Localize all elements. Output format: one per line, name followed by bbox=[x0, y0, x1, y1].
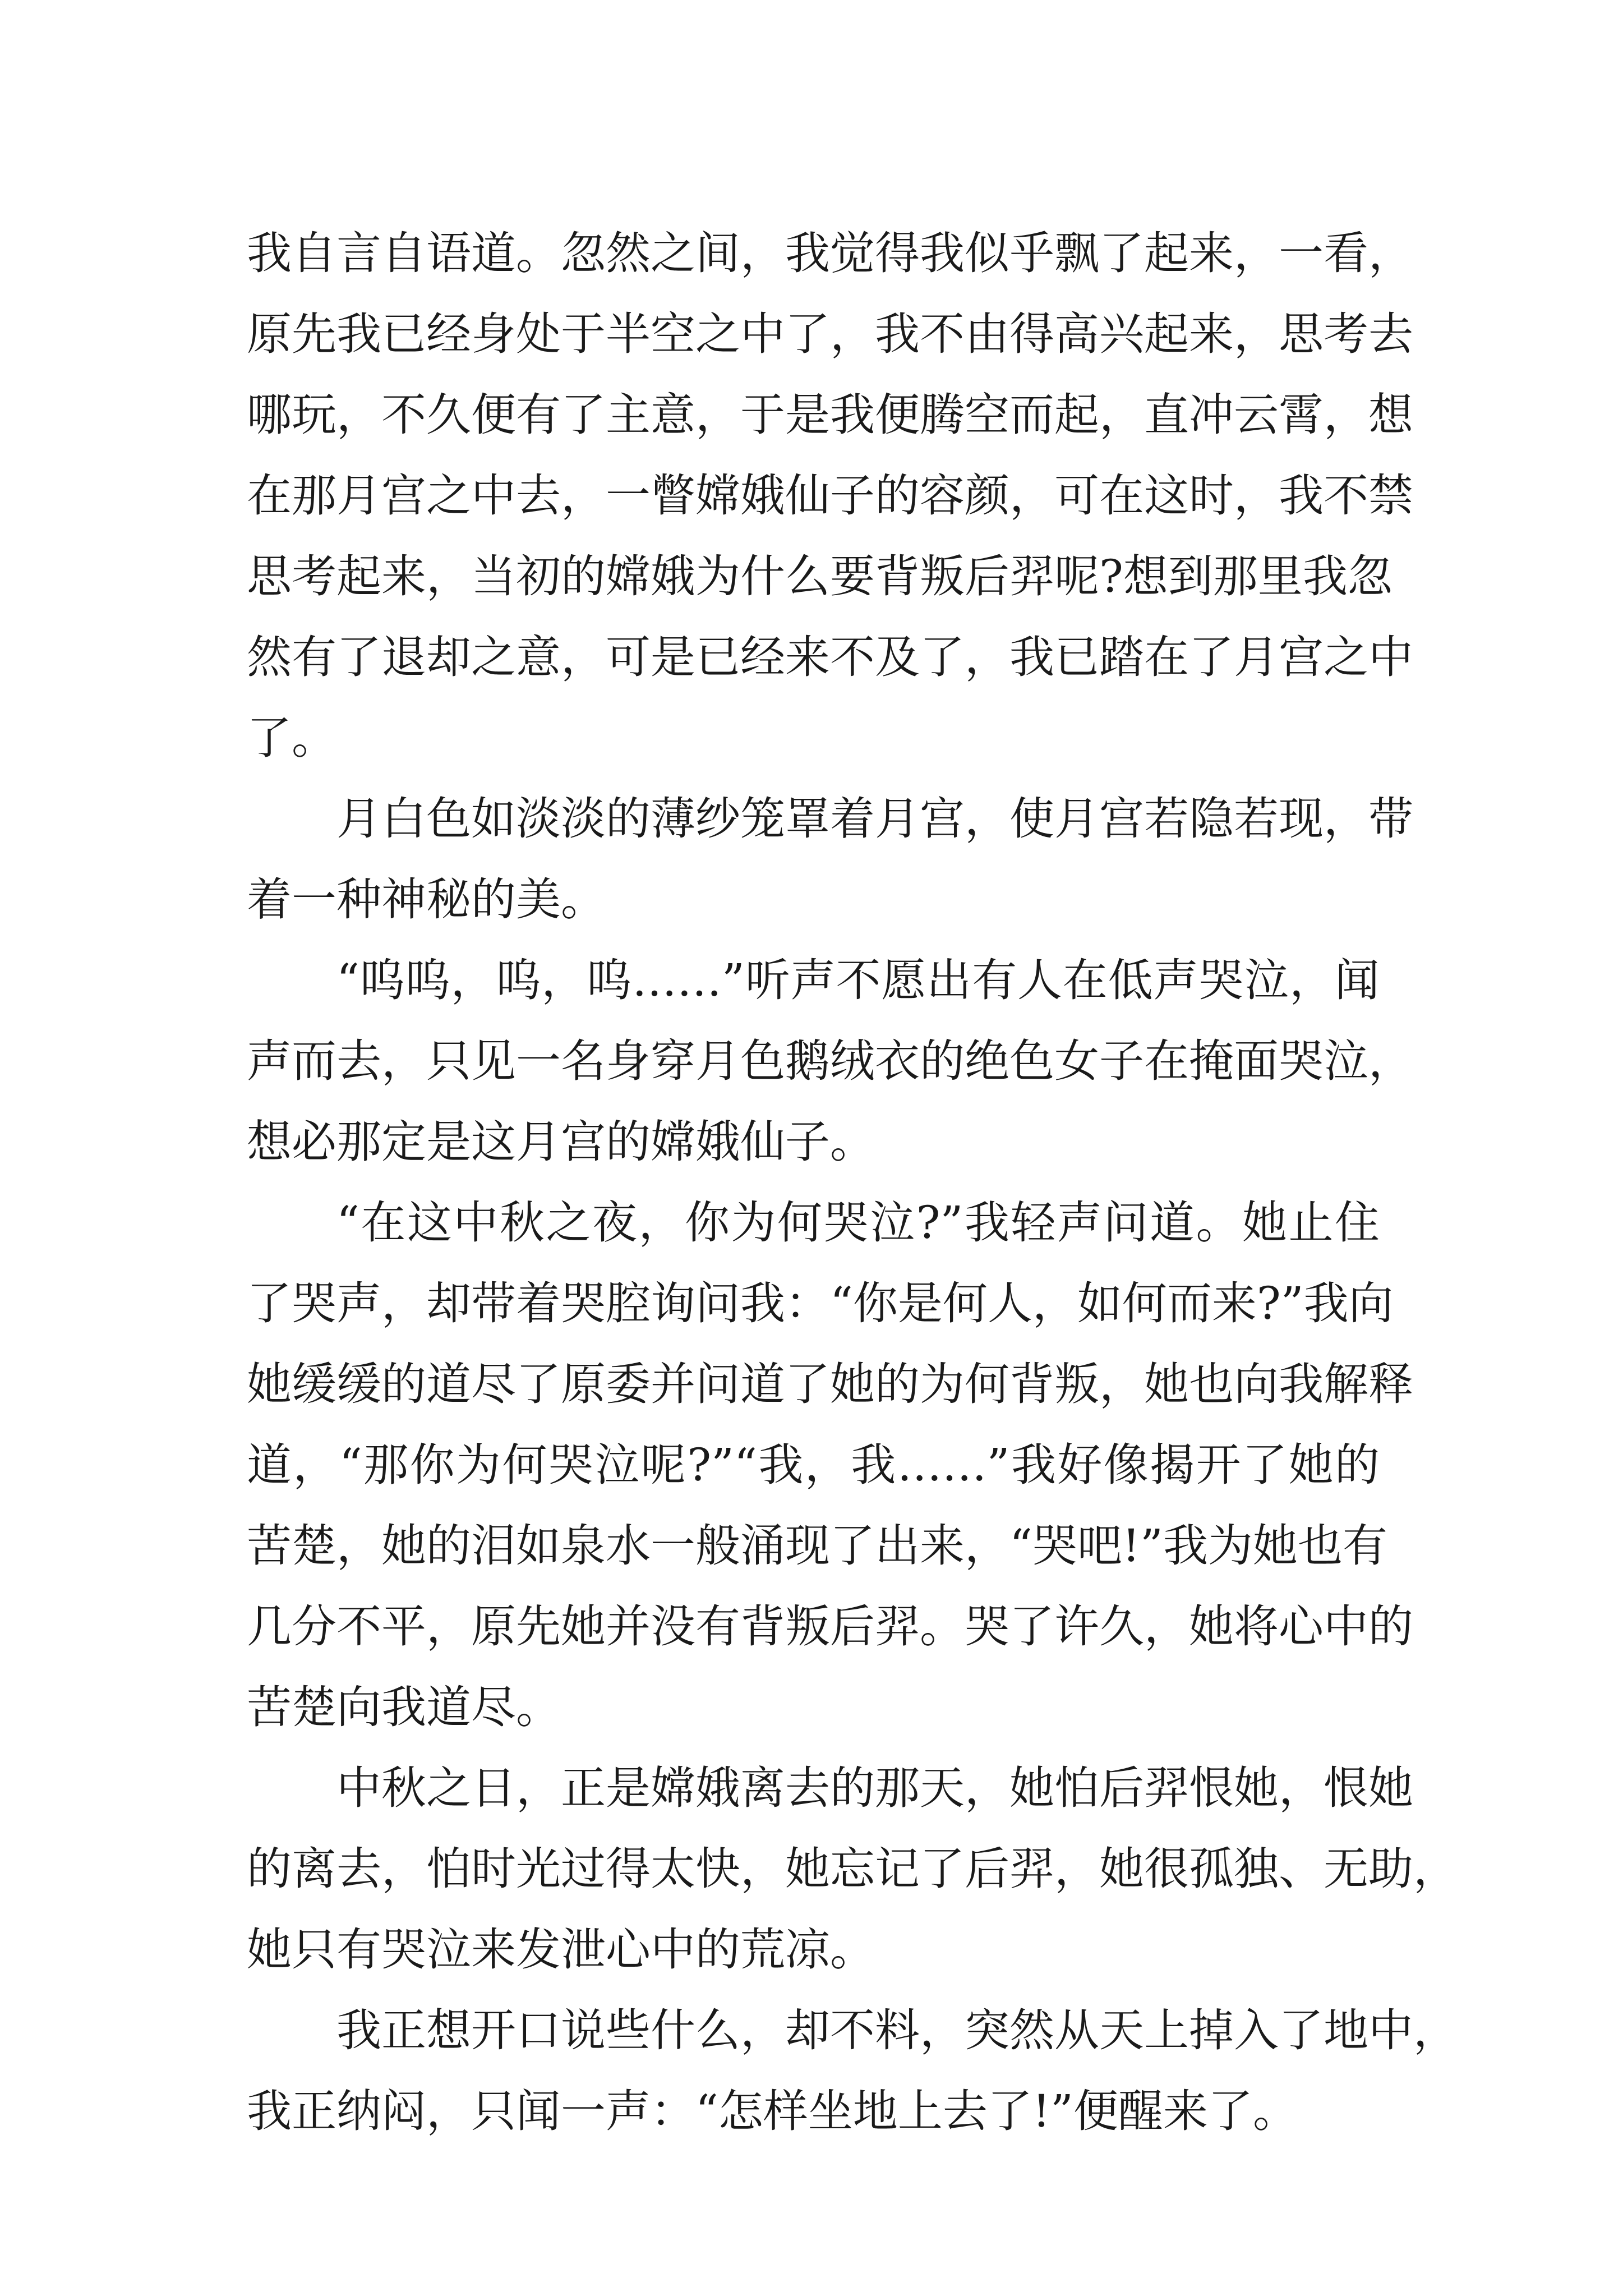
text-line: 声而去，只见一名身穿月色鹅绒衣的绝色女子在掩面哭泣， bbox=[247, 1035, 1413, 1087]
text-line: 了。 bbox=[247, 712, 336, 764]
text-line: 原先我已经身处于半空之中了，我不由得高兴起来，思考去 bbox=[247, 308, 1413, 360]
text-line: 她只有哭泣来发泄心中的荒凉。 bbox=[247, 1924, 875, 1976]
text-line: 思考起来，当初的嫦娥为什么要背叛后羿呢?想到那里我忽 bbox=[247, 550, 1393, 602]
text-line: 她缓缓的道尽了原委并问道了她的为何背叛，她也向我解释 bbox=[247, 1358, 1413, 1410]
text-line: 然有了退却之意，可是已经来不及了，我已踏在了月宫之中 bbox=[247, 631, 1413, 683]
text-line: 着一种神秘的美。 bbox=[247, 873, 606, 926]
text-line: 我自言自语道。忽然之间，我觉得我似乎飘了起来，一看， bbox=[247, 227, 1413, 279]
text-line: 苦楚向我道尽。 bbox=[247, 1681, 561, 1733]
paragraph-first-line: 中秋之日，正是嫦娥离去的那天，她怕后羿恨她，恨她 bbox=[336, 1762, 1413, 1814]
text-line: 苦楚，她的泪如泉水一般涌现了出来，“哭吧!”我为她也有 bbox=[247, 1520, 1387, 1572]
text-line: 我正纳闷，只闻一声：“怎样坐地上去了!”便醒来了。 bbox=[247, 2085, 1298, 2137]
body-text bbox=[247, 213, 1458, 2152]
text-line: 哪玩，不久便有了主意，于是我便腾空而起，直冲云霄，想 bbox=[247, 389, 1413, 441]
paragraph-first-line: 我正想开口说些什么，却不料，突然从天上掉入了地中， bbox=[336, 2004, 1458, 2056]
text-line: 想必那定是这月宫的嫦娥仙子。 bbox=[247, 1116, 875, 1168]
text-line: 几分不平，原先她并没有背叛后羿。哭了许久，她将心中的 bbox=[247, 1600, 1413, 1653]
text-line: 的离去，怕时光过得太快，她忘记了后羿，她很孤独、无助， bbox=[247, 1843, 1458, 1895]
paragraph-first-line: 月白色如淡淡的薄纱笼罩着月宫，使月宫若隐若现，带 bbox=[336, 793, 1413, 845]
paragraph-first-line: “呜呜，呜，呜……”听声不愿出有人在低声哭泣，闻 bbox=[336, 954, 1380, 1006]
text-line: 道，“那你为何哭泣呢?”“我，我……”我好像揭开了她的 bbox=[247, 1439, 1380, 1491]
paragraph-first-line: “在这中秋之夜，你为何哭泣?”我轻声问道。她止住 bbox=[336, 1197, 1380, 1249]
text-line: 在那月宫之中去，一瞥嫦娥仙子的容颜，可在这时，我不禁 bbox=[247, 470, 1413, 522]
text-line: 了哭声，却带着哭腔询问我：“你是何人，如何而来?”我向 bbox=[247, 1277, 1394, 1329]
